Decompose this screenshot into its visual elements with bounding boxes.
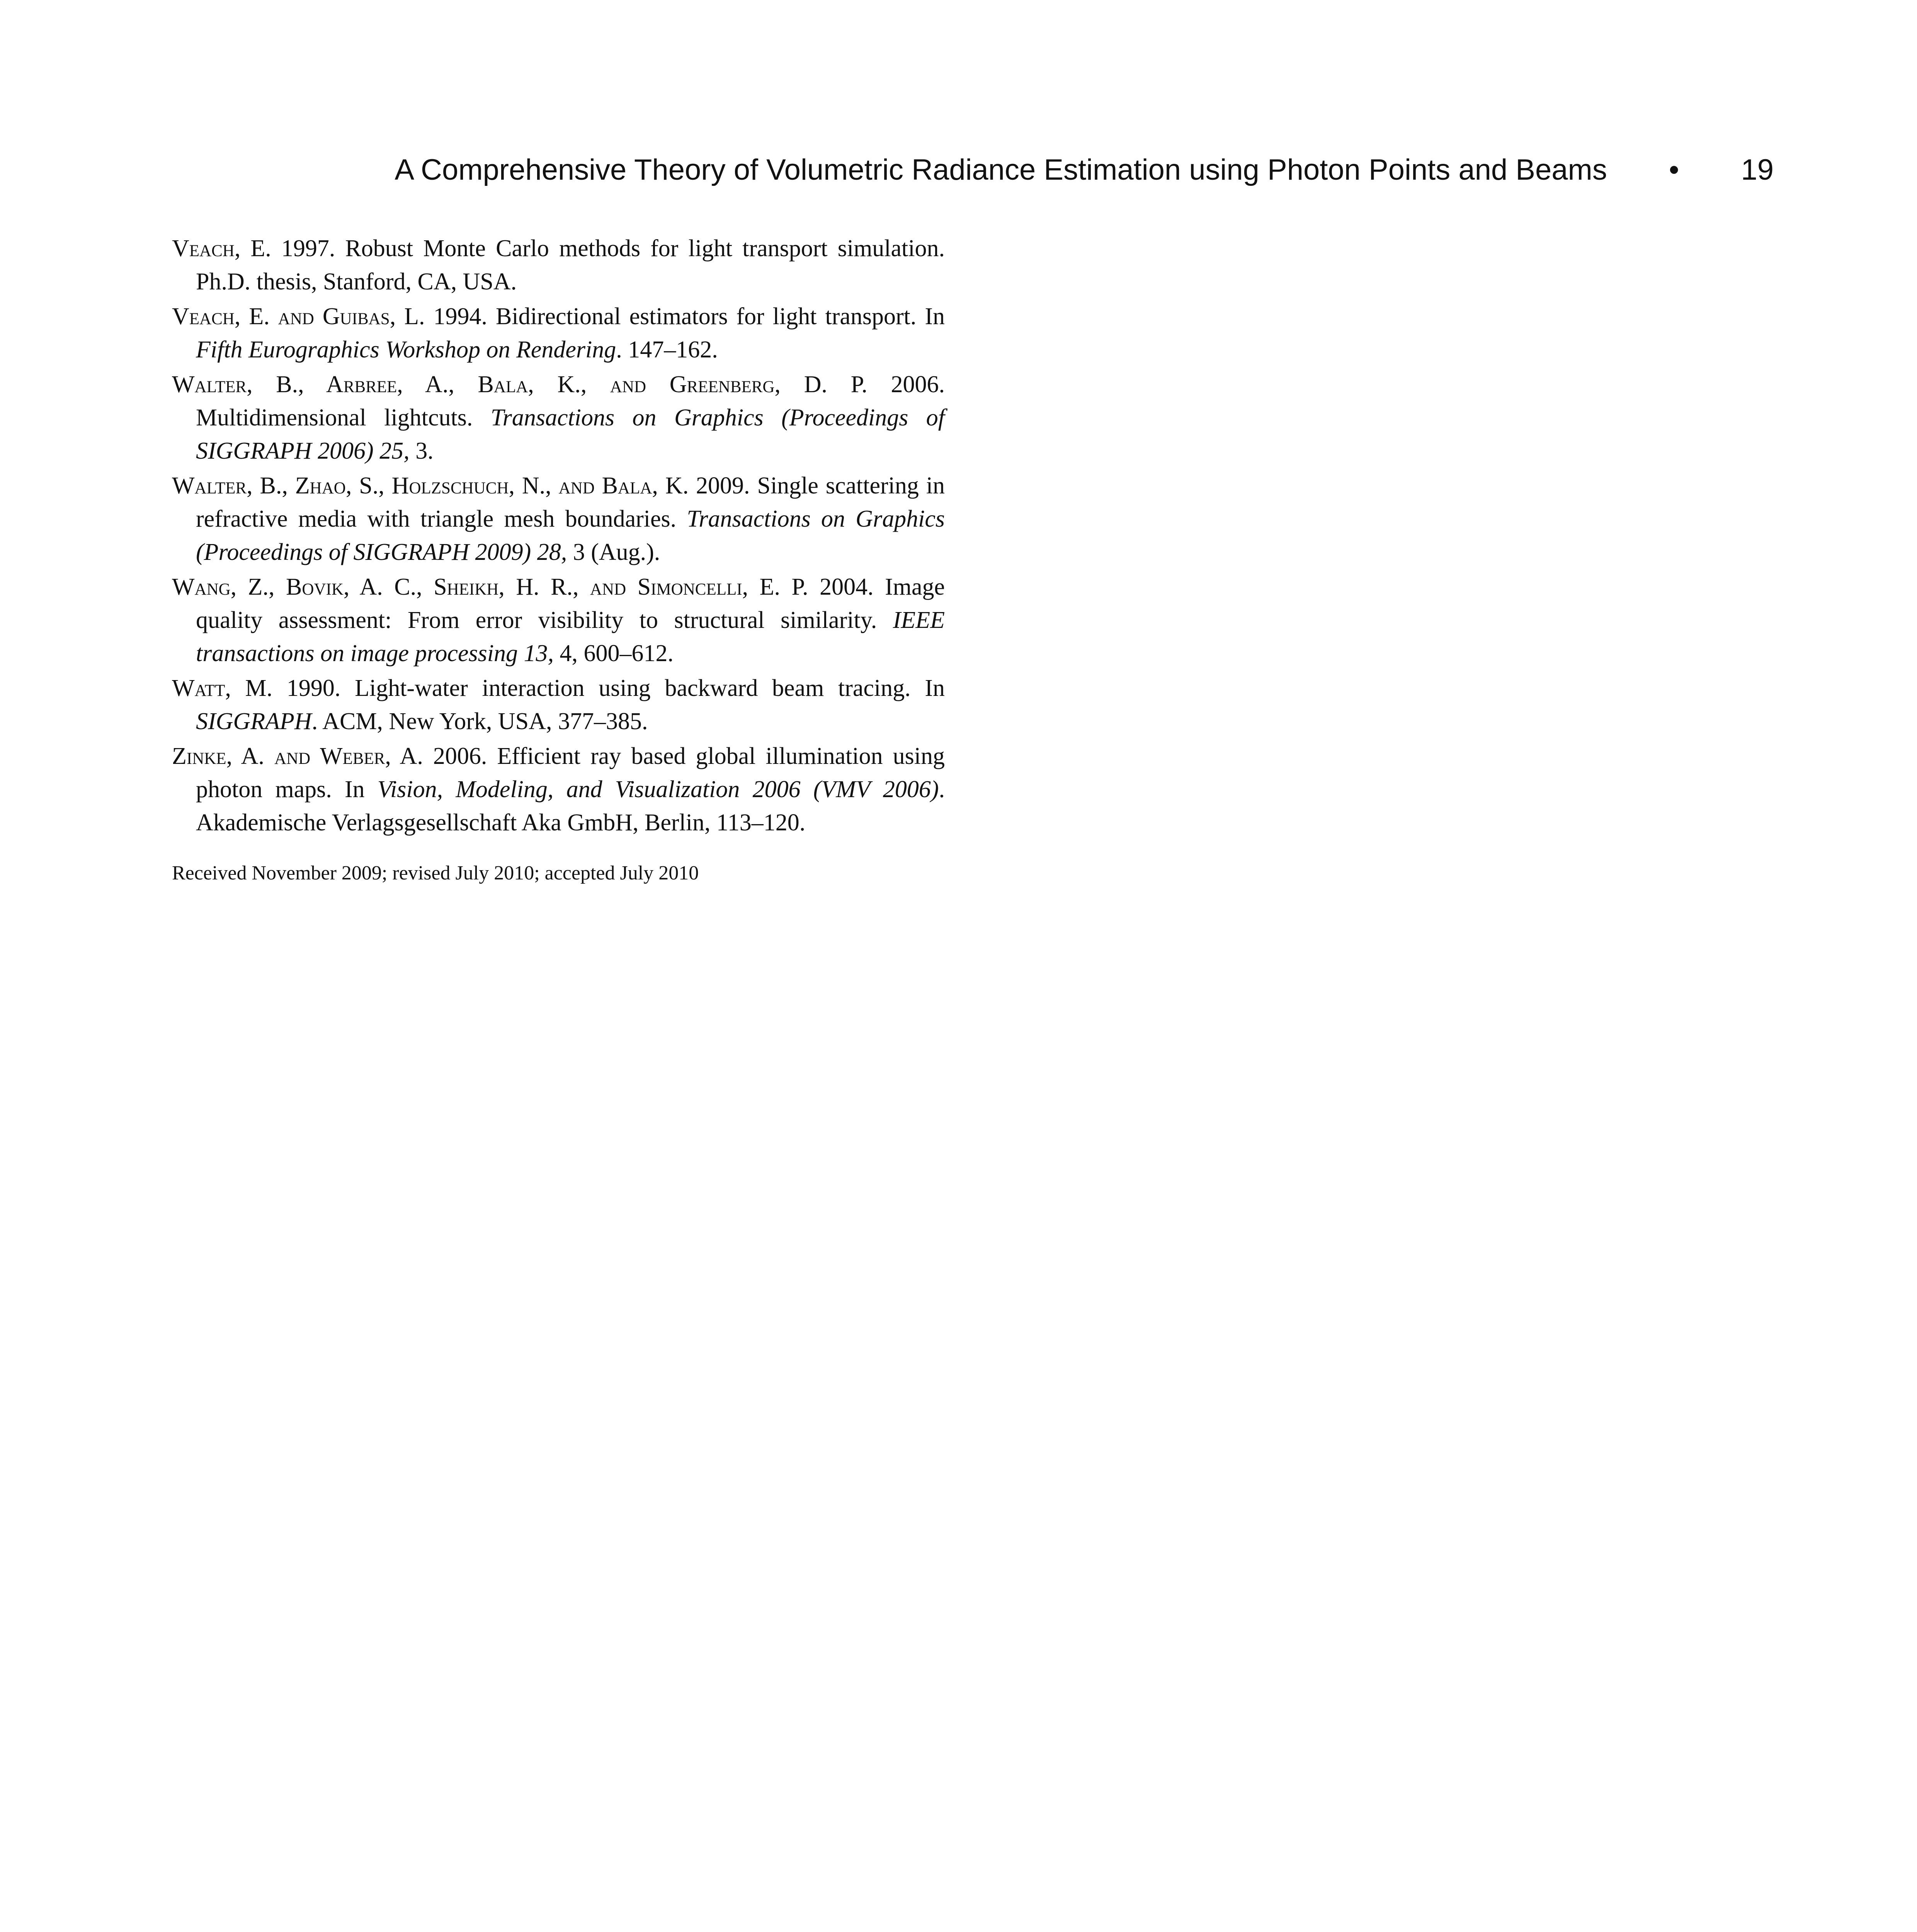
received-dates: Received November 2009; revised July 2010; accepted July 2010: [172, 862, 699, 884]
reference-venue: SIGGRAPH: [196, 708, 312, 735]
reference-entry: [172, 300, 945, 366]
reference-text-end: . ACM, New York, USA, 377–385.: [311, 708, 648, 735]
reference-entry: [172, 570, 945, 670]
reference-entry: [172, 740, 945, 839]
reference-text: 1990. Light-water interaction using backward beam tracing. In: [272, 675, 945, 701]
reference-text: 2009. Single scattering in refractive media with triangle mesh boundaries.: [196, 473, 945, 532]
reference-authors: Veach, E. and Guibas, L.: [172, 303, 425, 330]
reference-venue: Vision, Modeling, and Visualization 2006 (VMV 2006): [377, 776, 939, 803]
reference-authors: Veach, E.: [172, 235, 271, 262]
reference-entry: [172, 672, 945, 738]
reference-entry: [172, 368, 945, 468]
reference-text: 1994. Bidirectional estimators for light transport. In: [425, 303, 945, 330]
references-list: [172, 232, 945, 841]
running-head: [395, 151, 1774, 189]
reference-venue: IEEE transactions on image processing 13,: [196, 607, 945, 667]
reference-text-end: . Akademische Verlagsgesellschaft Aka GmbH, Berlin, 113–120.: [196, 776, 945, 836]
page-number: 19: [1741, 153, 1774, 186]
reference-text-end: 3.: [409, 438, 434, 464]
reference-authors: Walter, B., Arbree, A., Bala, K., and Greenberg, D. P.: [172, 371, 867, 398]
reference-text-end: . 147–162.: [616, 337, 718, 363]
bullet-separator: •: [1669, 153, 1679, 186]
reference-venue: Fifth Eurographics Workshop on Rendering: [196, 337, 616, 363]
reference-authors: Zinke, A. and Weber, A.: [172, 743, 423, 769]
reference-text: 2004. Image quality assessment: From error visibility to structural similarity.: [196, 574, 945, 633]
reference-entry: [172, 469, 945, 569]
reference-text: 2006. Multidimensional lightcuts.: [196, 371, 945, 431]
reference-text: 1997. Robust Monte Carlo methods for light transport simulation. Ph.D. thesis, Stanford, CA, USA.: [196, 235, 945, 295]
reference-text: 2006. Efficient ray based global illumination using photon maps. In: [196, 743, 945, 803]
reference-venue: Transactions on Graphics (Proceedings of SIGGRAPH 2006) 25,: [196, 405, 945, 464]
reference-text-end: 4, 600–612.: [553, 640, 674, 667]
reference-authors: Walter, B., Zhao, S., Holzschuch, N., and Bala, K.: [172, 473, 689, 499]
reference-entry: [172, 232, 945, 298]
reference-authors: Wang, Z., Bovik, A. C., Sheikh, H. R., and Simoncelli, E. P.: [172, 574, 808, 600]
reference-venue: Transactions on Graphics (Proceedings of SIGGRAPH 2009) 28,: [196, 506, 945, 565]
reference-authors: Watt, M.: [172, 675, 273, 701]
running-title: A Comprehensive Theory of Volumetric Radiance Estimation using Photon Points and Beams: [395, 153, 1607, 186]
reference-text-end: 3 (Aug.).: [567, 539, 660, 565]
